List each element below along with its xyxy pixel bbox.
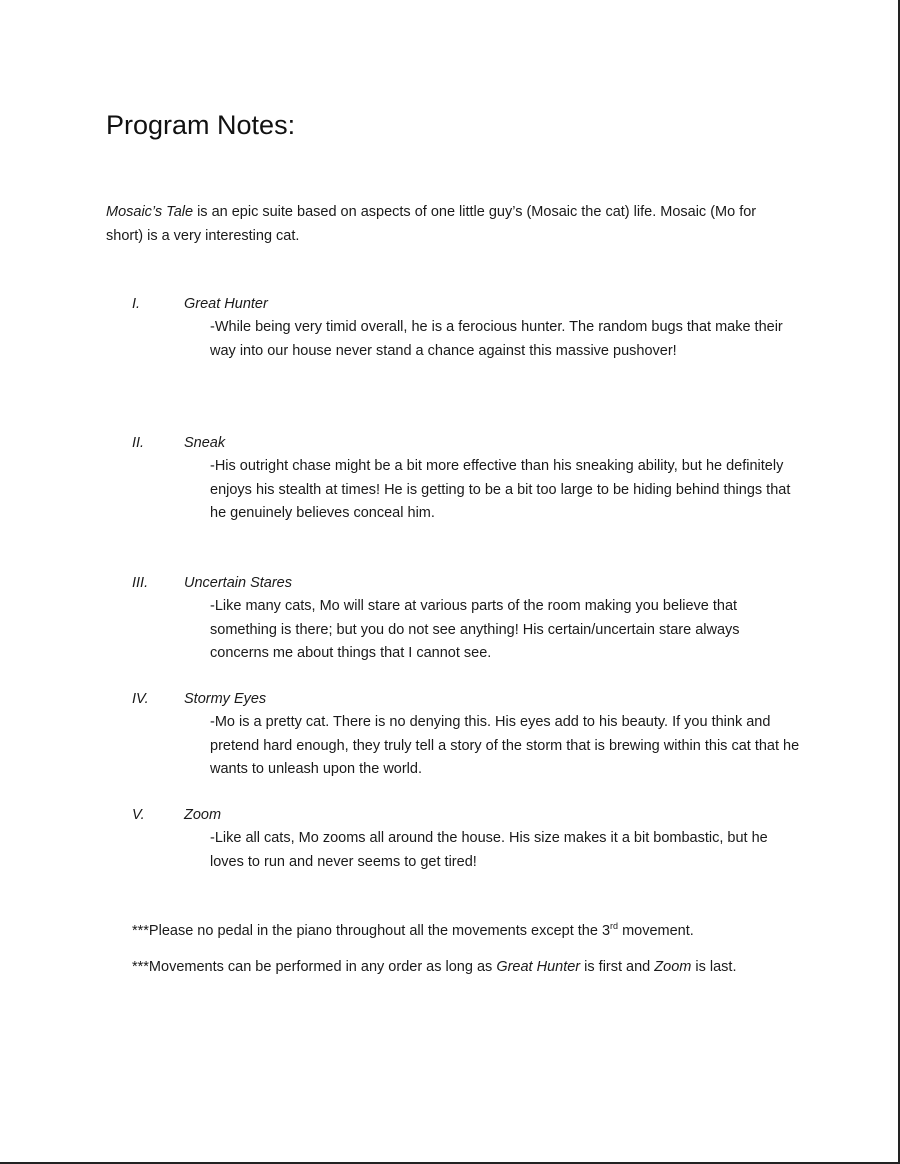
footnote-pedal-text: ***Please no pedal in the piano throughout all the movements except the 3: [132, 923, 611, 939]
footnote-last-movement: Zoom: [654, 959, 692, 975]
footnote-pedal: [132, 919, 792, 943]
movement-numeral: II.: [132, 435, 145, 451]
movement-title: Great Hunter: [184, 296, 268, 312]
intro-paragraph: [106, 200, 796, 248]
intro-text: is an epic suite based on aspects of one little guy’s (Mosaic the cat) life. Mosaic (Mo for short) is a very interesting cat.: [106, 204, 757, 244]
movement-numeral: I.: [132, 296, 141, 312]
movement-description: -Like many cats, Mo will stare at various parts of the room making you believe that something is there; but you do not see anything! His certain/uncertain stare always concerns me about things that I cannot see.: [210, 598, 740, 661]
movement-numeral: III.: [132, 575, 149, 591]
movement-title: Uncertain Stares: [184, 575, 292, 591]
ordinal-suffix: rd: [610, 921, 619, 932]
footnote-order: [132, 955, 792, 979]
footnote-order-middle: is first and: [580, 959, 655, 975]
movement-numeral: IV.: [132, 691, 149, 707]
footnote-pedal-end: movement.: [618, 923, 694, 939]
movement-description: -Mo is a pretty cat. There is no denying this. His eyes add to his beauty. If you think and pretend hard enough, they truly tell a story of the storm that is brewing within this cat that he wants to unleash upon the world.: [210, 714, 800, 777]
movement-title: Zoom: [184, 807, 222, 823]
movement-description: -His outright chase might be a bit more effective than his sneaking ability, but he definitely enjoys his stealth at times! He is getting to be a bit too large to be hiding behind things that he genuinely believes conceal him.: [210, 458, 791, 521]
movement-numeral: V.: [132, 807, 145, 823]
footnote-order-text: ***Movements can be performed in any order as long as: [132, 959, 497, 975]
footnote-order-end: is last.: [691, 959, 737, 975]
movement-title: Stormy Eyes: [184, 691, 267, 707]
movement-description: -Like all cats, Mo zooms all around the house. His size makes it a bit bombastic, but he loves to run and never seems to get tired!: [210, 830, 768, 870]
intro-work-title: Mosaic’s Tale: [106, 204, 194, 220]
footnote-first-movement: Great Hunter: [496, 959, 581, 975]
movement-description: -While being very timid overall, he is a ferocious hunter. The random bugs that make their way into our house never stand a chance against this massive pushover!: [210, 319, 783, 359]
movement-title: Sneak: [184, 435, 226, 451]
page-title: Program Notes:: [106, 110, 296, 140]
